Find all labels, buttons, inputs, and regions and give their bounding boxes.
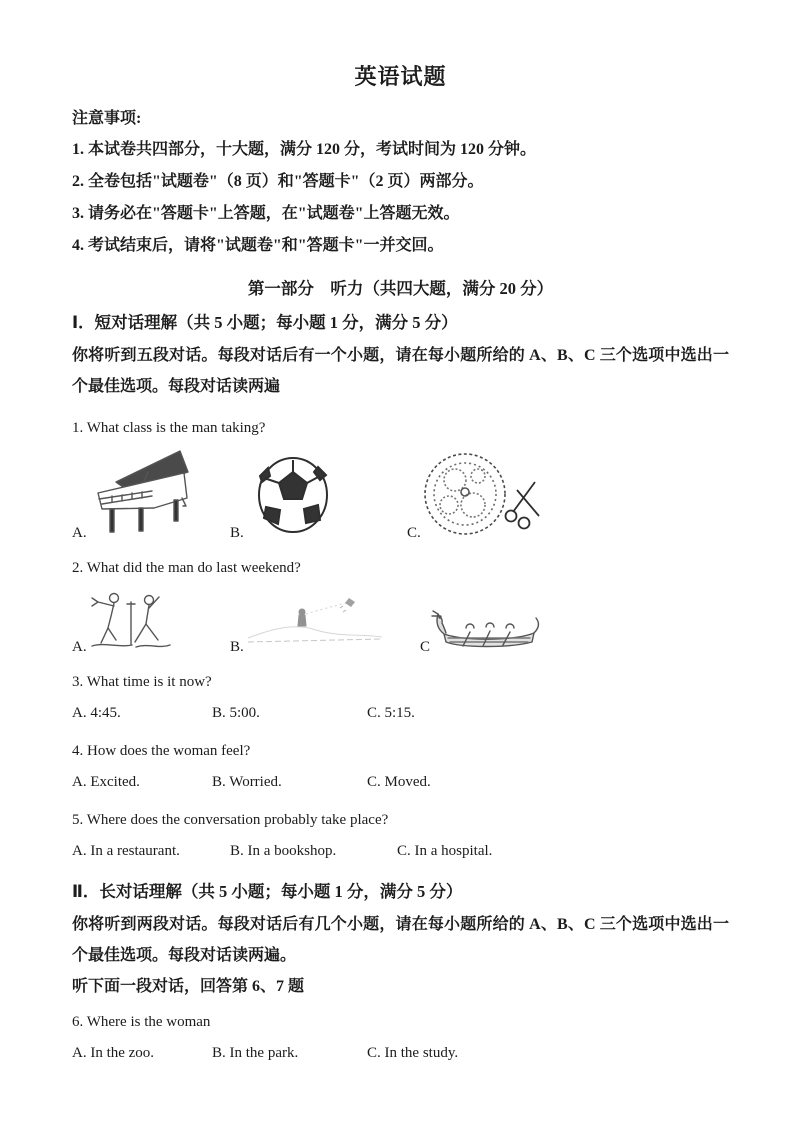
question-2-option-b bbox=[230, 584, 420, 656]
question-6-text: 6. Where is the woman bbox=[72, 1014, 211, 1030]
option-a-label: A. bbox=[72, 525, 87, 541]
section2-heading: Ⅱ．长对话理解（共 5 小题；每小题 1 分，满分 5 分） bbox=[72, 882, 463, 901]
option-c: C. 5:15. bbox=[367, 705, 415, 721]
page-title: 英语试题 bbox=[354, 64, 447, 89]
option-c: C. In the study. bbox=[367, 1045, 459, 1061]
children-playing-over-net-image bbox=[84, 588, 176, 652]
option-c-label: C bbox=[420, 639, 431, 655]
question-3-text: 3. What time is it now? bbox=[72, 674, 212, 690]
option-b-label: B. bbox=[230, 525, 244, 541]
question-1-option-a bbox=[72, 444, 230, 542]
question-4-text: 4. How does the woman feel? bbox=[72, 743, 251, 759]
option-b: B. 5:00. bbox=[212, 705, 260, 721]
question-5-options bbox=[72, 839, 729, 863]
question-5-text: 5. Where does the conversation probably take place? bbox=[72, 812, 389, 828]
grand-piano-image bbox=[82, 446, 204, 538]
question-6-options bbox=[72, 1041, 729, 1065]
option-a: A. 4:45. bbox=[72, 705, 121, 721]
question-3-options bbox=[72, 701, 729, 725]
option-c: C. Moved. bbox=[367, 774, 431, 790]
option-b: B. In a bookshop. bbox=[230, 843, 337, 859]
section2-listen-prompt: 听下面一段对话，回答第 6、7 题 bbox=[72, 978, 305, 995]
option-b-label: B. bbox=[230, 639, 244, 655]
notice-item: 2. 全卷包括"试题卷"（8 页）和"答题卡"（2 页）两部分。 bbox=[72, 173, 484, 190]
option-a: A. Excited. bbox=[72, 774, 140, 790]
question-1-text: 1. What class is the man taking? bbox=[72, 420, 266, 436]
question-2-text: 2. What did the man do last weekend? bbox=[72, 560, 301, 576]
option-a: A. In a restaurant. bbox=[72, 843, 180, 859]
notice-heading: 注意事项: bbox=[72, 110, 142, 127]
option-c-label: C. bbox=[407, 525, 421, 541]
question-4-options bbox=[72, 770, 729, 794]
question-2-option-c bbox=[420, 584, 729, 656]
section2-instructions: 你将听到两段对话。每段对话后有几个小题，请在每小题所给的 A、B、C 三个选项中选出一个最佳选项。每段对话读两遍。 bbox=[72, 916, 729, 964]
question-1-option-c bbox=[407, 444, 729, 542]
notice-item: 1. 本试卷共四部分，十大题，满分 120 分，考试时间为 120 分钟。 bbox=[72, 141, 537, 158]
option-b: B. Worried. bbox=[212, 774, 282, 790]
option-a: A. In the zoo. bbox=[72, 1045, 155, 1061]
notice-list bbox=[72, 134, 729, 262]
section1-instructions: 你将听到五段对话。每段对话后有一个小题，请在每小题所给的 A、B、C 三个选项中选出一个最佳选项。每段对话读两遍 bbox=[72, 347, 729, 395]
question-2-option-a bbox=[72, 584, 230, 656]
section1-heading: Ⅰ．短对话理解（共 5 小题；每小题 1 分，满分 5 分） bbox=[72, 313, 458, 332]
notice-item: 4. 考试结束后，请将"试题卷"和"答题卡"一并交回。 bbox=[72, 237, 444, 254]
kite-flying-on-hill-image bbox=[244, 590, 386, 648]
question-1-option-b bbox=[230, 444, 407, 542]
dragon-boat-image bbox=[430, 600, 548, 652]
option-b: B. In the park. bbox=[212, 1045, 299, 1061]
paper-cutting-and-scissors-image bbox=[421, 450, 553, 540]
part1-heading: 第一部分 听力（共四大题，满分 20 分） bbox=[247, 279, 554, 298]
question-2-picture-options bbox=[72, 584, 729, 656]
question-1-picture-options bbox=[72, 444, 729, 542]
option-a-label: A. bbox=[72, 639, 87, 655]
soccer-ball-image bbox=[254, 454, 332, 536]
option-c: C. In a hospital. bbox=[397, 843, 493, 859]
notice-item: 3. 请务必在"答题卡"上答题，在"试题卷"上答题无效。 bbox=[72, 205, 460, 222]
